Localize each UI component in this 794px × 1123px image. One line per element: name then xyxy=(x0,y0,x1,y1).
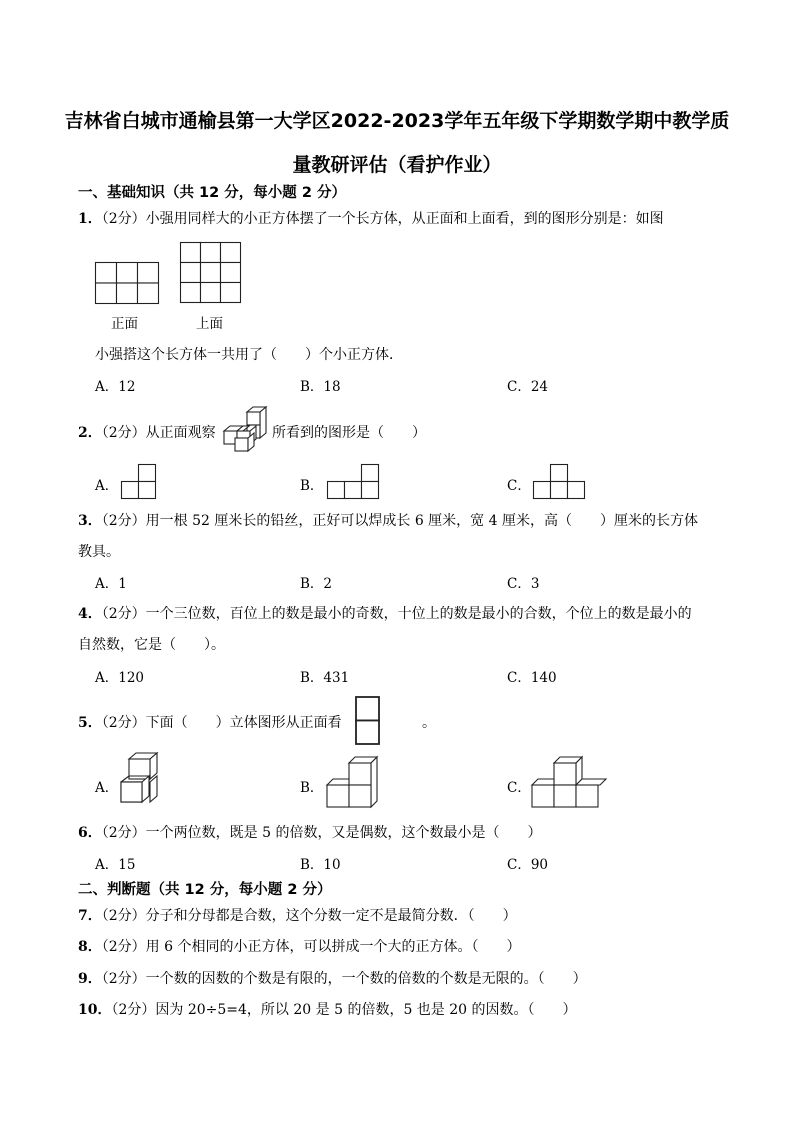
q5-option-c-figure xyxy=(530,756,608,808)
question-number: 10． xyxy=(78,1002,112,1018)
question-text: （2分）一个两位数，既是 5 的倍数，又是偶数，这个数最小是（ ） xyxy=(101,825,542,841)
question-number: 1． xyxy=(78,211,102,227)
question-number: 9． xyxy=(78,971,102,987)
page-title-line2: 量教研评估（看护作业） xyxy=(292,154,502,176)
question-text: （2分）用 6 个相同的小正方体，可以拼成一个大的正方体。（ ） xyxy=(101,939,521,955)
question-5-suffix: 。 xyxy=(422,715,436,731)
question-1-prompt: 小强搭这个长方体一共用了（ ）个小正方体． xyxy=(95,347,403,363)
q1-option-a[interactable]: A．12 xyxy=(95,379,136,395)
q2-option-c[interactable]: C． xyxy=(507,478,531,494)
question-number: 8． xyxy=(78,939,102,955)
front-view-figure xyxy=(95,262,159,304)
front-view-label: 正面 xyxy=(111,316,138,332)
q6-option-b[interactable]: B．10 xyxy=(300,857,341,873)
top-view-label: 上面 xyxy=(196,316,223,332)
question-1 xyxy=(78,208,664,228)
q4-option-b[interactable]: B．431 xyxy=(300,670,350,686)
question-number: 4． xyxy=(78,606,102,622)
page-title-line1: 吉林省白城市通榆县第一大学区2022-2023学年五年级下学期数学期中教学质 xyxy=(64,110,730,132)
section-heading-basic: 一、基础知识（共 12 分，每小题 2 分） xyxy=(78,185,346,201)
question-9 xyxy=(78,968,587,988)
question-3-cont: 教具。 xyxy=(78,544,120,560)
front-view-target-figure xyxy=(355,696,381,746)
question-4-cont: 自然数，它是（ ）。 xyxy=(78,637,225,653)
q5-option-a[interactable]: A． xyxy=(95,780,119,796)
q5-option-a-figure xyxy=(120,752,160,812)
q2-option-a[interactable]: A． xyxy=(95,478,119,494)
question-3 xyxy=(78,510,698,530)
q6-option-a[interactable]: A．15 xyxy=(95,857,136,873)
question-number: 5． xyxy=(78,715,102,731)
q6-option-c[interactable]: C．90 xyxy=(507,857,549,873)
question-text: （2分）用一根 52 厘米长的铅丝，正好可以焊成长 6 厘米，宽 4 厘米，高（ ）厘米的长方体 xyxy=(101,513,698,529)
question-number: 6． xyxy=(78,825,102,841)
question-2-suffix: 所看到的图形是（ ） xyxy=(272,425,426,441)
q2-option-b[interactable]: B． xyxy=(300,478,324,494)
question-text: （2分）一个三位数，百位上的数是最小的奇数，十位上的数是最小的合数，个位上的数是最小的 xyxy=(101,606,692,622)
top-view-figure xyxy=(180,242,242,304)
question-text: （2分）小强用同样大的小正方体摆了一个长方体，从正面和上面看，到的图形分别是：如图 xyxy=(101,211,664,227)
q5-option-b[interactable]: B． xyxy=(300,780,324,796)
cube-stack-figure xyxy=(223,406,267,452)
question-text: （2分）下面（ ）立体图形从正面看 xyxy=(101,715,342,731)
q4-option-c[interactable]: C．140 xyxy=(507,670,557,686)
section-heading-judgement: 二、判断题（共 12 分，每小题 2 分） xyxy=(78,882,332,898)
question-8 xyxy=(78,936,520,956)
q3-option-b[interactable]: B．2 xyxy=(300,576,333,592)
q5-option-c[interactable]: C． xyxy=(507,780,531,796)
question-number: 2． xyxy=(78,425,102,441)
question-6 xyxy=(78,822,541,842)
q4-option-a[interactable]: A．120 xyxy=(95,670,145,686)
q3-option-a[interactable]: A．1 xyxy=(95,576,127,592)
question-5 xyxy=(78,712,342,732)
question-2 xyxy=(78,422,216,442)
question-number: 7． xyxy=(78,908,102,924)
question-text: （2分）分子和分母都是合数，这个分数一定不是最简分数．（ ） xyxy=(101,908,517,924)
question-text: （2分）因为 20÷5=4，所以 20 是 5 的倍数，5 也是 20 的因数。（ ） xyxy=(111,1002,577,1018)
question-text: （2分）从正面观察 xyxy=(101,425,216,441)
q1-option-c[interactable]: C．24 xyxy=(507,379,549,395)
q2-option-c-figure xyxy=(533,464,585,499)
q3-option-c[interactable]: C．3 xyxy=(507,576,540,592)
question-text: （2分）一个数的因数的个数是有限的，一个数的倍数的个数是无限的。（ ） xyxy=(101,971,587,987)
question-4 xyxy=(78,603,692,623)
q2-option-a-figure xyxy=(121,464,157,499)
question-7 xyxy=(78,905,517,925)
q5-option-b-figure xyxy=(322,756,380,808)
q2-option-b-figure xyxy=(327,464,379,499)
q1-option-b[interactable]: B．18 xyxy=(300,379,341,395)
question-10 xyxy=(78,999,577,1019)
question-number: 3． xyxy=(78,513,102,529)
